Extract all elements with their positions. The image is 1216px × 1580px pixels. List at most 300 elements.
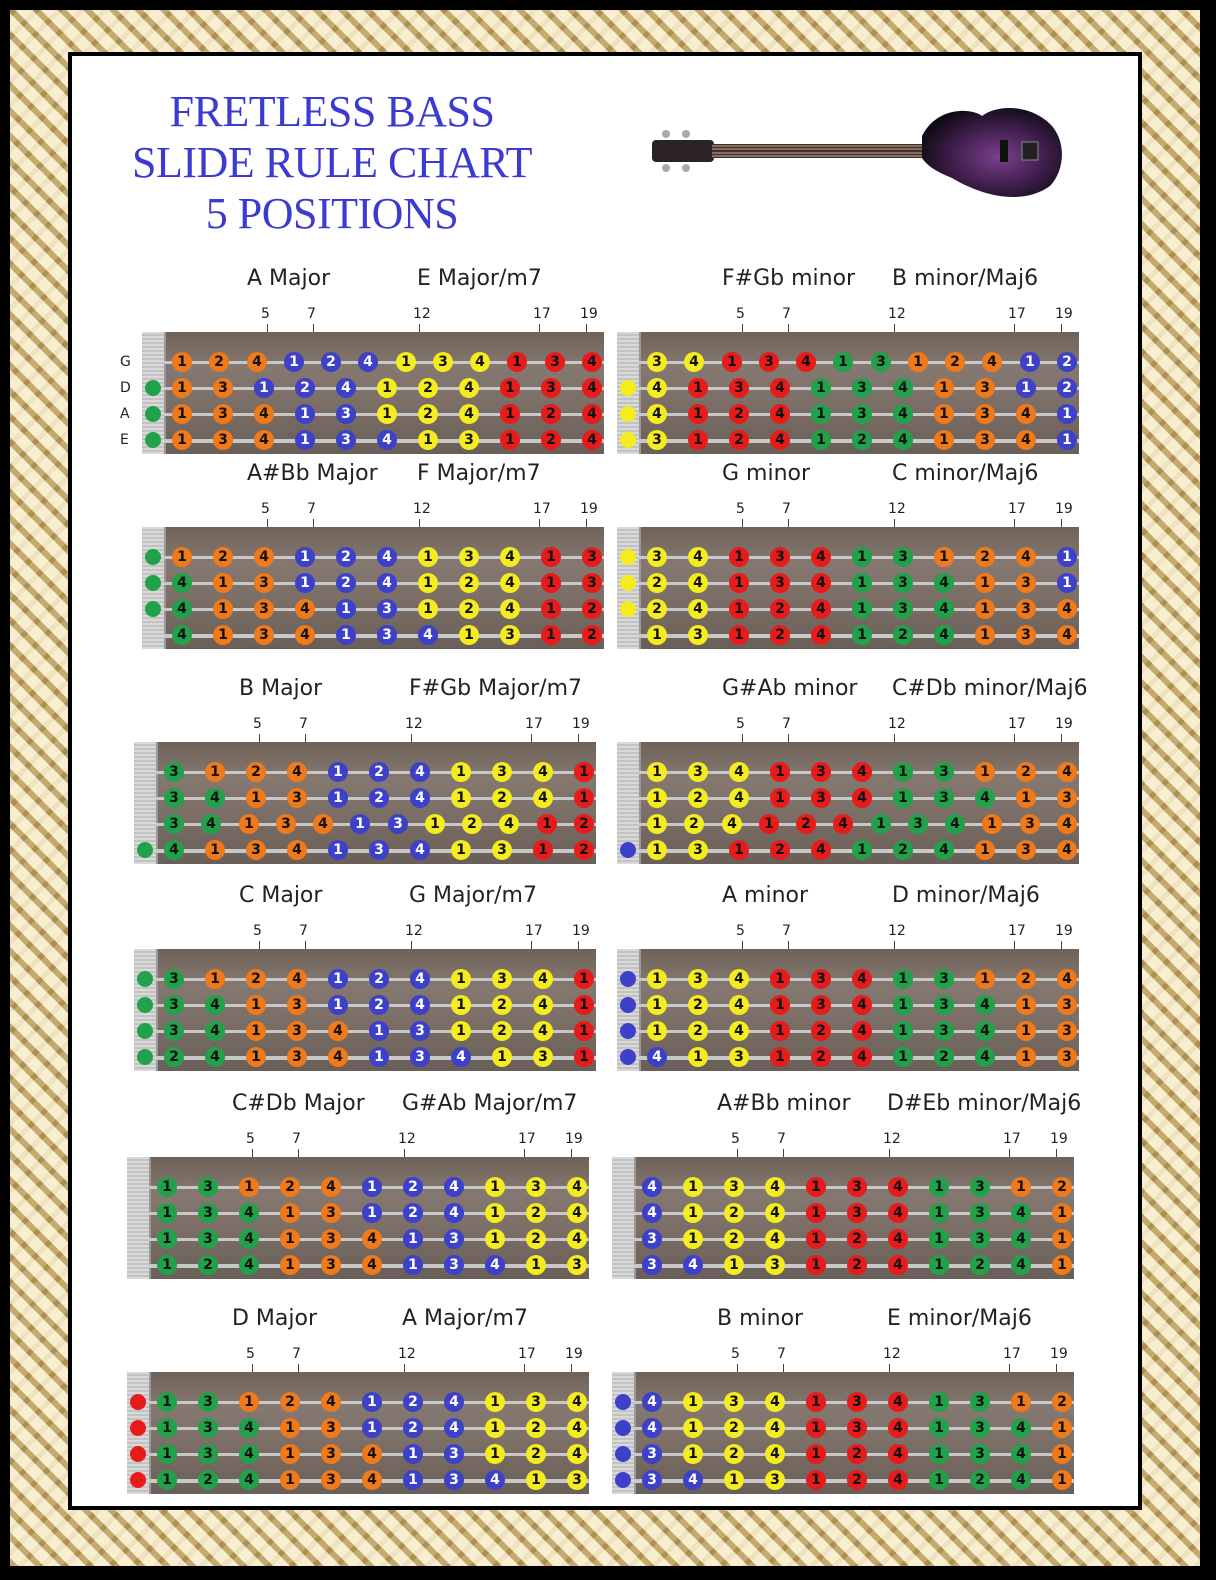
- fret-number: 17: [1008, 501, 1026, 517]
- note-dot: 3: [198, 1229, 218, 1249]
- fret-number: 17: [1008, 923, 1026, 939]
- note-dot: 3: [765, 1470, 785, 1490]
- note-dot: 1: [369, 1047, 389, 1067]
- fret-marker-line: [894, 519, 895, 527]
- fret-marker-line: [305, 734, 306, 742]
- note-dot: 1: [893, 1021, 913, 1041]
- open-string-marker: [145, 380, 161, 396]
- note-dot: 4: [239, 1255, 259, 1275]
- note-dot: 3: [770, 547, 790, 567]
- note-dot: 1: [213, 599, 233, 619]
- note-dot: 1: [1052, 1444, 1072, 1464]
- note-dot: 4: [888, 1418, 908, 1438]
- note-dot: 2: [893, 840, 913, 860]
- note-dot: 2: [541, 430, 561, 450]
- note-dot: 1: [1016, 995, 1036, 1015]
- note-dot: 3: [164, 788, 184, 808]
- note-dot: 1: [806, 1177, 826, 1197]
- note-dot: 1: [806, 1470, 826, 1490]
- note-dot: 2: [847, 1470, 867, 1490]
- open-string-marker: [620, 842, 636, 858]
- note-dot: 3: [1016, 625, 1036, 645]
- note-dot: 1: [541, 573, 561, 593]
- note-dot: 2: [688, 995, 708, 1015]
- fret-marker-line: [1014, 734, 1015, 742]
- note-dot: 4: [410, 788, 430, 808]
- note-dot: 4: [642, 1392, 662, 1412]
- note-dot: 4: [239, 1229, 259, 1249]
- note-dot: 3: [1016, 840, 1036, 860]
- note-dot: 3: [970, 1229, 990, 1249]
- note-dot: 1: [1057, 573, 1077, 593]
- note-dot: 1: [451, 762, 471, 782]
- note-dot: 4: [934, 599, 954, 619]
- scale-title-right: C#Db minor/Maj6: [892, 676, 1088, 701]
- note-dot: 4: [684, 352, 704, 372]
- note-dot: 1: [485, 1203, 505, 1223]
- fret-number: 5: [246, 1346, 255, 1362]
- note-dot: 1: [328, 840, 348, 860]
- fret-number: 12: [888, 306, 906, 322]
- note-dot: 1: [172, 378, 192, 398]
- note-dot: 3: [729, 378, 749, 398]
- open-string-marker: [615, 1472, 631, 1488]
- note-dot: 4: [934, 840, 954, 860]
- note-dot: 3: [321, 1203, 341, 1223]
- note-dot: 2: [1057, 352, 1077, 372]
- note-dot: 2: [647, 573, 667, 593]
- note-dot: 3: [164, 995, 184, 1015]
- note-dot: 4: [328, 1021, 348, 1041]
- scale-title-right: F#Gb Major/m7: [409, 676, 583, 701]
- note-dot: 2: [213, 547, 233, 567]
- fret-marker-line: [539, 519, 540, 527]
- fret-number: 19: [565, 1346, 583, 1362]
- note-dot: 4: [765, 1444, 785, 1464]
- note-dot: 4: [362, 1470, 382, 1490]
- note-dot: 3: [198, 1177, 218, 1197]
- note-dot: 4: [1011, 1418, 1031, 1438]
- note-dot: 3: [642, 1255, 662, 1275]
- fret-number: 19: [580, 501, 598, 517]
- note-dot: 4: [888, 1255, 908, 1275]
- note-dot: 1: [328, 788, 348, 808]
- note-dot: 1: [934, 378, 954, 398]
- fret-number: 19: [572, 716, 590, 732]
- fret-marker-line: [1061, 324, 1062, 332]
- note-dot: 1: [284, 352, 304, 372]
- fret-number: 12: [888, 716, 906, 732]
- note-dot: 4: [688, 547, 708, 567]
- fret-marker-line: [1014, 941, 1015, 949]
- fret-marker-line: [267, 324, 268, 332]
- fret-number: 5: [731, 1131, 740, 1147]
- note-dot: 1: [806, 1229, 826, 1249]
- note-dot: 1: [852, 599, 872, 619]
- note-dot: 1: [929, 1229, 949, 1249]
- note-dot: 1: [213, 625, 233, 645]
- note-dot: 2: [893, 625, 913, 645]
- note-dot: 4: [1016, 430, 1036, 450]
- scale-title-right: A Major/m7: [402, 1306, 528, 1331]
- note-dot: 3: [545, 352, 565, 372]
- note-dot: 3: [688, 840, 708, 860]
- note-dot: 3: [287, 1047, 307, 1067]
- note-dot: 2: [336, 547, 356, 567]
- fretboard: [612, 1157, 1074, 1279]
- string-label: E: [120, 432, 129, 448]
- string-line: [156, 823, 596, 826]
- note-dot: 4: [888, 1392, 908, 1412]
- fret-number: 7: [299, 923, 308, 939]
- fret-number: 19: [1055, 716, 1073, 732]
- note-dot: 2: [280, 1177, 300, 1197]
- note-dot: 3: [688, 762, 708, 782]
- note-dot: 1: [833, 352, 853, 372]
- fret-marker-line: [524, 1364, 525, 1372]
- note-dot: 4: [888, 1470, 908, 1490]
- note-dot: 3: [811, 995, 831, 1015]
- note-dot: 3: [526, 1177, 546, 1197]
- note-dot: 1: [172, 430, 192, 450]
- note-dot: 1: [485, 1418, 505, 1438]
- note-dot: 3: [321, 1418, 341, 1438]
- open-string-marker: [137, 1023, 153, 1039]
- note-dot: 1: [403, 1444, 423, 1464]
- fret-marker-line: [894, 324, 895, 332]
- note-dot: 1: [425, 814, 445, 834]
- note-dot: 4: [205, 1021, 225, 1041]
- bass-guitar-image: [652, 96, 1072, 206]
- fret-marker-line: [586, 519, 587, 527]
- scale-title-left: C Major: [239, 883, 323, 908]
- note-dot: 4: [1057, 814, 1077, 834]
- note-dot: 2: [198, 1470, 218, 1490]
- note-dot: 1: [852, 840, 872, 860]
- note-dot: 1: [459, 625, 479, 645]
- note-dot: 3: [388, 814, 408, 834]
- note-dot: 1: [688, 1047, 708, 1067]
- note-dot: 1: [541, 599, 561, 619]
- note-dot: 3: [246, 840, 266, 860]
- fret-marker-line: [788, 941, 789, 949]
- note-dot: 3: [871, 352, 891, 372]
- note-dot: 2: [1052, 1392, 1072, 1412]
- note-dot: 2: [246, 969, 266, 989]
- note-dot: 4: [765, 1229, 785, 1249]
- note-dot: 1: [280, 1229, 300, 1249]
- note-dot: 4: [765, 1177, 785, 1197]
- fretboard: [617, 742, 1079, 864]
- note-dot: 2: [574, 814, 594, 834]
- note-dot: 3: [642, 1470, 662, 1490]
- note-dot: 1: [1057, 404, 1077, 424]
- note-dot: 2: [970, 1255, 990, 1275]
- open-string-marker: [620, 1023, 636, 1039]
- note-dot: 3: [724, 1392, 744, 1412]
- note-dot: 3: [198, 1418, 218, 1438]
- note-dot: 1: [362, 1177, 382, 1197]
- note-dot: 3: [198, 1392, 218, 1412]
- note-dot: 1: [929, 1444, 949, 1464]
- note-dot: 1: [806, 1392, 826, 1412]
- scale-panel: [127, 1091, 607, 1291]
- nut: [127, 1157, 151, 1279]
- note-dot: 1: [1016, 788, 1036, 808]
- note-dot: 1: [647, 788, 667, 808]
- note-dot: 1: [683, 1229, 703, 1249]
- note-dot: 1: [1016, 1021, 1036, 1041]
- note-dot: 3: [1057, 788, 1077, 808]
- note-dot: 1: [1052, 1418, 1072, 1438]
- fret-marker-line: [894, 941, 895, 949]
- note-dot: 3: [688, 625, 708, 645]
- fret-number: 7: [782, 306, 791, 322]
- note-dot: 3: [410, 1021, 430, 1041]
- note-dot: 3: [811, 969, 831, 989]
- string-label: D: [120, 380, 131, 396]
- note-dot: 4: [499, 814, 519, 834]
- note-dot: 2: [492, 788, 512, 808]
- note-dot: 1: [806, 1255, 826, 1275]
- scale-panel: [134, 676, 614, 876]
- scale-title-left: F#Gb minor: [722, 266, 856, 291]
- title-line-2: SLIDE RULE CHART: [132, 138, 533, 187]
- note-dot: 1: [280, 1203, 300, 1223]
- note-dot: 3: [811, 762, 831, 782]
- note-dot: 3: [1016, 573, 1036, 593]
- note-dot: 3: [975, 404, 995, 424]
- open-string-marker: [620, 997, 636, 1013]
- note-dot: 2: [321, 352, 341, 372]
- note-dot: 1: [722, 352, 742, 372]
- string-line: [639, 361, 1079, 364]
- fret-marker-line: [419, 519, 420, 527]
- fret-marker-line: [578, 941, 579, 949]
- fret-marker-line: [894, 734, 895, 742]
- note-dot: 4: [164, 840, 184, 860]
- note-dot: 3: [500, 625, 520, 645]
- note-dot: 4: [796, 352, 816, 372]
- note-dot: 4: [172, 573, 192, 593]
- scale-title-left: A minor: [722, 883, 809, 908]
- note-dot: 2: [209, 352, 229, 372]
- note-dot: 3: [567, 1255, 587, 1275]
- note-dot: 4: [533, 995, 553, 1015]
- note-dot: 4: [893, 378, 913, 398]
- note-dot: 2: [418, 378, 438, 398]
- fret-marker-line: [889, 1149, 890, 1157]
- note-dot: 2: [369, 969, 389, 989]
- note-dot: 2: [724, 1229, 744, 1249]
- string-label: A: [120, 406, 130, 422]
- note-dot: 3: [321, 1255, 341, 1275]
- note-dot: 2: [724, 1444, 744, 1464]
- fret-number: 7: [299, 716, 308, 732]
- note-dot: 1: [500, 404, 520, 424]
- note-dot: 4: [377, 430, 397, 450]
- note-dot: 1: [172, 404, 192, 424]
- note-dot: 3: [642, 1229, 662, 1249]
- fret-marker-line: [737, 1149, 738, 1157]
- note-dot: 3: [433, 352, 453, 372]
- note-dot: 4: [444, 1203, 464, 1223]
- fret-number: 5: [253, 923, 262, 939]
- note-dot: 4: [1011, 1470, 1031, 1490]
- note-dot: 1: [362, 1418, 382, 1438]
- note-dot: 4: [459, 404, 479, 424]
- page-title: [132, 86, 532, 239]
- fret-marker-line: [524, 1149, 525, 1157]
- note-dot: 1: [770, 969, 790, 989]
- note-dot: 3: [582, 547, 602, 567]
- note-dot: 1: [893, 1047, 913, 1067]
- scale-title-left: C#Db Major: [232, 1091, 365, 1116]
- note-dot: 3: [729, 1047, 749, 1067]
- fret-number: 5: [246, 1131, 255, 1147]
- note-dot: 1: [871, 814, 891, 834]
- scale-title-right: E Major/m7: [417, 266, 542, 291]
- note-dot: 4: [485, 1255, 505, 1275]
- fretboard: [142, 332, 604, 454]
- note-dot: 3: [852, 404, 872, 424]
- note-dot: 2: [526, 1229, 546, 1249]
- note-dot: 1: [485, 1392, 505, 1412]
- fret-marker-line: [259, 734, 260, 742]
- note-dot: 4: [444, 1177, 464, 1197]
- fret-number: 7: [782, 501, 791, 517]
- note-dot: 1: [1052, 1255, 1072, 1275]
- note-dot: 1: [929, 1470, 949, 1490]
- note-dot: 1: [239, 1177, 259, 1197]
- note-dot: 3: [647, 352, 667, 372]
- note-dot: 4: [1057, 599, 1077, 619]
- fret-marker-line: [1009, 1364, 1010, 1372]
- fret-number: 5: [736, 716, 745, 732]
- open-string-marker: [620, 406, 636, 422]
- note-dot: 4: [688, 599, 708, 619]
- note-dot: 4: [205, 1047, 225, 1067]
- note-dot: 4: [172, 625, 192, 645]
- note-dot: 4: [500, 547, 520, 567]
- fret-marker-line: [788, 519, 789, 527]
- note-dot: 1: [500, 378, 520, 398]
- fretboard: [617, 332, 1079, 454]
- note-dot: 4: [239, 1418, 259, 1438]
- note-dot: 2: [574, 840, 594, 860]
- note-dot: 3: [287, 995, 307, 1015]
- fret-number: 7: [292, 1131, 301, 1147]
- note-dot: 2: [684, 814, 704, 834]
- note-dot: 4: [377, 573, 397, 593]
- note-dot: 1: [280, 1470, 300, 1490]
- note-dot: 4: [1011, 1229, 1031, 1249]
- fret-marker-line: [419, 324, 420, 332]
- note-dot: 4: [729, 762, 749, 782]
- scale-title-right: C minor/Maj6: [892, 461, 1039, 486]
- fret-marker-line: [578, 734, 579, 742]
- note-dot: 2: [770, 599, 790, 619]
- note-dot: 1: [418, 547, 438, 567]
- fret-number: 12: [888, 923, 906, 939]
- note-dot: 4: [295, 599, 315, 619]
- fret-marker-line: [539, 324, 540, 332]
- note-dot: 1: [688, 404, 708, 424]
- note-dot: 3: [908, 814, 928, 834]
- fret-marker-line: [404, 1364, 405, 1372]
- note-dot: 3: [377, 625, 397, 645]
- fret-number: 7: [292, 1346, 301, 1362]
- note-dot: 1: [852, 573, 872, 593]
- note-dot: 1: [975, 599, 995, 619]
- open-string-marker: [145, 575, 161, 591]
- scale-title-left: A Major: [247, 266, 331, 291]
- note-dot: 1: [1057, 547, 1077, 567]
- note-dot: 3: [1057, 1047, 1077, 1067]
- open-string-marker: [620, 380, 636, 396]
- note-dot: 4: [765, 1203, 785, 1223]
- note-dot: 1: [157, 1229, 177, 1249]
- note-dot: 4: [321, 1392, 341, 1412]
- fretboard: [134, 949, 596, 1071]
- note-dot: 4: [642, 1177, 662, 1197]
- note-dot: 1: [724, 1470, 744, 1490]
- note-dot: 4: [811, 547, 831, 567]
- note-dot: 2: [724, 1203, 744, 1223]
- note-dot: 4: [852, 788, 872, 808]
- note-dot: 1: [500, 430, 520, 450]
- fret-marker-line: [313, 519, 314, 527]
- note-dot: 1: [688, 378, 708, 398]
- note-dot: 3: [533, 1047, 553, 1067]
- fret-marker-line: [1056, 1149, 1057, 1157]
- scale-title-right: D minor/Maj6: [892, 883, 1040, 908]
- fret-number: 12: [883, 1346, 901, 1362]
- fret-marker-line: [531, 941, 532, 949]
- note-dot: 1: [205, 762, 225, 782]
- note-dot: 4: [765, 1418, 785, 1438]
- note-dot: 1: [893, 969, 913, 989]
- note-dot: 2: [459, 599, 479, 619]
- note-dot: 1: [246, 788, 266, 808]
- fret-marker-line: [571, 1364, 572, 1372]
- note-dot: 4: [567, 1444, 587, 1464]
- note-dot: 4: [893, 404, 913, 424]
- open-string-marker: [620, 432, 636, 448]
- note-dot: 3: [336, 404, 356, 424]
- note-dot: 2: [492, 995, 512, 1015]
- note-dot: 4: [833, 814, 853, 834]
- note-dot: 3: [541, 378, 561, 398]
- note-dot: 1: [254, 378, 274, 398]
- note-dot: 4: [975, 788, 995, 808]
- note-dot: 3: [444, 1229, 464, 1249]
- note-dot: 1: [683, 1418, 703, 1438]
- note-dot: 2: [1052, 1177, 1072, 1197]
- note-dot: 1: [806, 1418, 826, 1438]
- note-dot: 1: [574, 1047, 594, 1067]
- note-dot: 1: [811, 430, 831, 450]
- note-dot: 1: [929, 1418, 949, 1438]
- note-dot: 1: [451, 995, 471, 1015]
- fret-number: 19: [1055, 923, 1073, 939]
- scale-title-left: D Major: [232, 1306, 318, 1331]
- string-line: [639, 823, 1079, 826]
- note-dot: 2: [403, 1418, 423, 1438]
- note-dot: 2: [1016, 762, 1036, 782]
- note-dot: 1: [157, 1255, 177, 1275]
- fret-number: 12: [883, 1131, 901, 1147]
